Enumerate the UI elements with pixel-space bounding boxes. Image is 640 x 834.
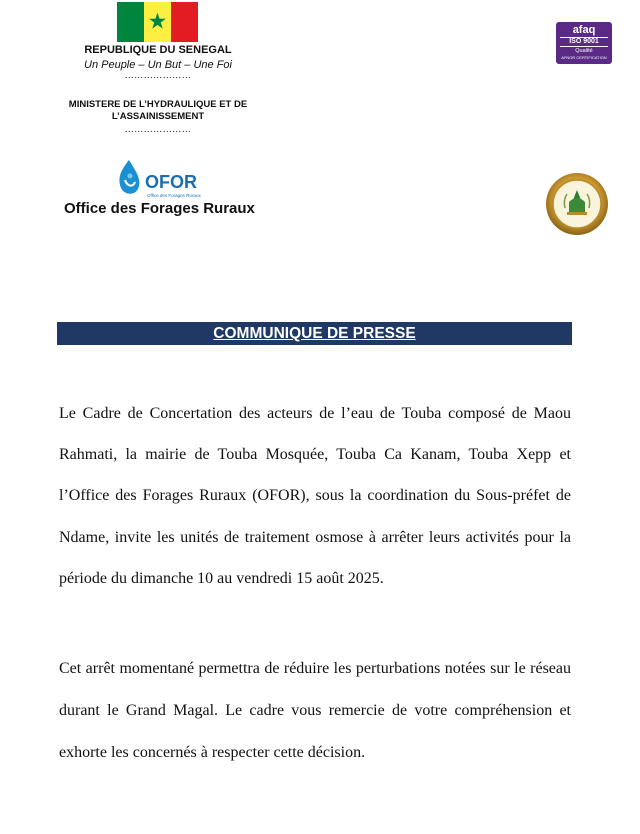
ministry-name [50,99,266,123]
press-release-title: COMMUNIQUE DE PRESSE [213,325,416,342]
ministry-line-1: MINISTERE DE L’HYDRAULIQUE ET DE [68,99,248,110]
afaq-brand: afaq [572,24,596,36]
ofor-logo-text: OFOR [145,172,197,192]
afaq-iso-badge-icon [556,22,612,64]
republic-title: REPUBLIQUE DU SENEGAL [84,44,232,56]
iso-label: ISO 9001 [560,37,608,47]
ofor-logo-subtext: Office des Forages Ruraux [147,193,201,198]
ministry-line-2: L’ASSAINISSEMENT [111,111,205,122]
office-name: Office des Forages Ruraux [64,200,255,217]
paragraph-1: Le Cadre de Concertation des acteurs de l’eau de Touba composé de Maou Rahmati, la mairie de Touba Mosquée, Touba Ca Kanam, Touba Xepp et l’Office des Forages Ruraux (OFOR), sous la coordination du Sous-préfet de Ndame, invite les unités de traitement osmose à arrêter leurs activités pour la période du dimanche 10 au vendredi 15 août 2025. [59,405,571,587]
ofor-logo-icon [115,156,205,200]
separator-dots-2: ………………… [124,124,192,134]
quality-label: Qualité [575,48,593,54]
senegal-flag-icon [117,2,198,42]
star-icon: ★ [147,8,168,34]
afnor-label: AFNOR CERTIFICATION [561,55,607,60]
separator-dots: ………………… [124,70,192,80]
gold-seal-icon [545,172,609,236]
paragraph-2: Cet arrêt momentané permettra de réduire les perturbations notées sur le réseau durant le Grand Magal. Le cadre vous remercie de votre compréhension et exhorte les concernés à respecter cette décision. [59,660,571,761]
national-motto: Un Peuple – Un But – Une Foi [84,59,232,71]
